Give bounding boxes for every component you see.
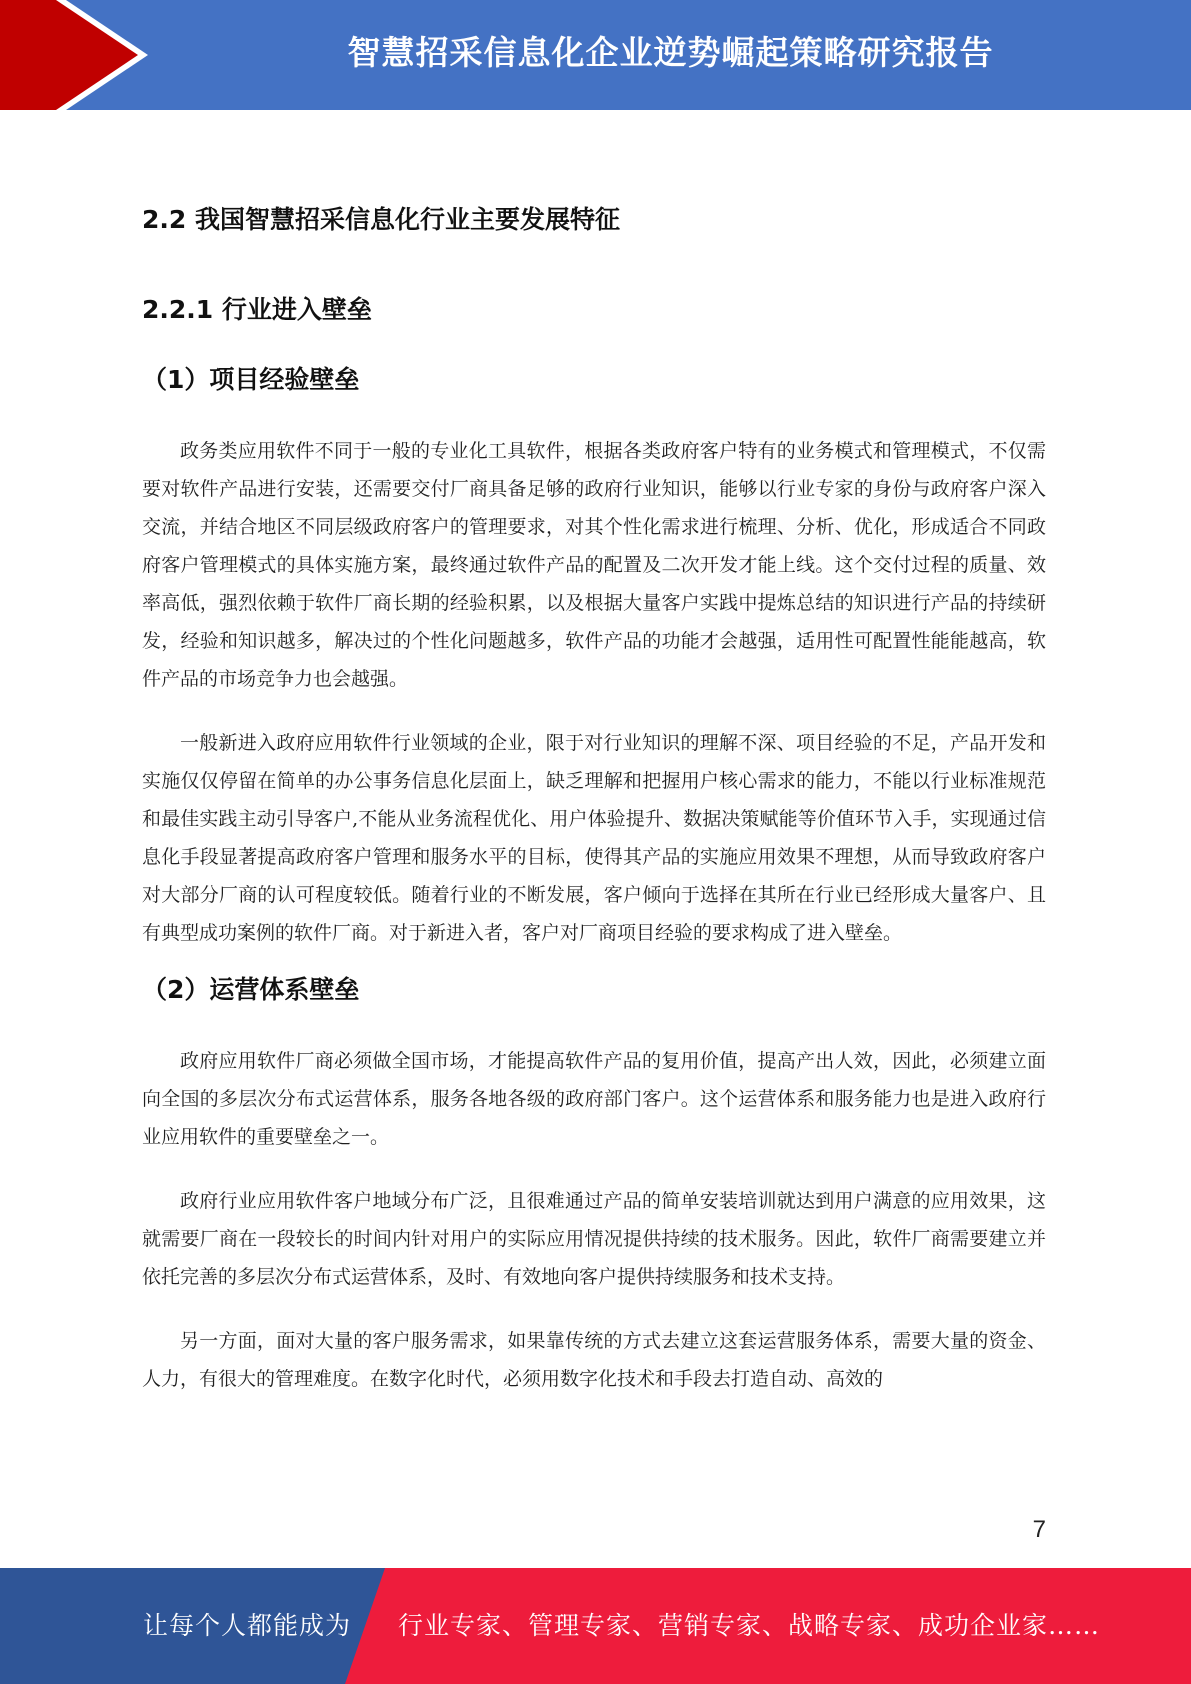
paragraph: 一般新进入政府应用软件行业领域的企业，限于对行业知识的理解不深、项目经验的不足，产品开发和实施仅仅停留在简单的办公事务信息化层面上，缺乏理解和把握用户核心需求的能力，不能以行业标准规范和最佳实践主动引导客户,不能从业务流程优化、用户体验提升、数据决策赋能等价值环节入手，实现通过信息化手段显著提高政府客户管理和服务水平的目标，使得其产品的实施应用效果不理想，从而导致政府客户对大部分厂商的认可程度较低。随着行业的不断发展，客户倾向于选择在其所在行业已经形成大量客户、且有典型成功案例的软件厂商。对于新进入者，客户对厂商项目经验的要求构成了进入壁垒。: [142, 732, 1046, 944]
paragraph: 政务类应用软件不同于一般的专业化工具软件，根据各类政府客户特有的业务模式和管理模式，不仅需要对软件产品进行安装，还需要交付厂商具备足够的政府行业知识，能够以行业专家的身份与政府客户深入交流，并结合地区不同层级政府客户的管理要求，对其个性化需求进行梳理、分析、优化，形成适合不同政府客户管理模式的具体实施方案，最终通过软件产品的配置及二次开发才能上线。这个交付过程的质量、效率高低，强烈依赖于软件厂商长期的经验积累，以及根据大量客户实践中提炼总结的知识进行产品的持续研发，经验和知识越多，解决过的个性化问题越多，软件产品的功能才会越强，适用性可配置性能能越高，软件产品的市场竞争力也会越强。: [142, 440, 1046, 690]
paragraph: 政府应用软件厂商必须做全国市场，才能提高软件产品的复用价值，提高产出人效，因此，必须建立面向全国的多层次分布式运营体系，服务各地各级的政府部门客户。这个运营体系和服务能力也是进入政府行业应用软件的重要壁垒之一。: [142, 1050, 1046, 1148]
paragraph: 政府行业应用软件客户地域分布广泛，且很难通过产品的简单安装培训就达到用户满意的应用效果，这就需要厂商在一段较长的时间内针对用户的实际应用情况提供持续的技术服务。因此，软件厂商需要建立并依托完善的多层次分布式运营体系，及时、有效地向客户提供持续服务和技术支持。: [142, 1190, 1046, 1288]
subsection-heading: 2.2.1 行业进入壁垒: [142, 295, 372, 324]
chevron-decoration-icon: [0, 0, 160, 110]
page-number: 7: [1032, 1516, 1046, 1543]
part-heading-operation-system: （2）运营体系壁垒: [142, 975, 360, 1004]
footer-slogan-left: 让每个人都能成为: [143, 1611, 352, 1640]
footer-slogan-right: 行业专家、管理专家、营销专家、战略专家、成功企业家……: [398, 1611, 1101, 1640]
page-header: [0, 0, 1191, 110]
part-heading-project-experience: （1）项目经验壁垒: [142, 365, 360, 394]
report-title: 智慧招采信息化企业逆势崛起策略研究报告: [347, 33, 994, 72]
section-heading: 2.2 我国智慧招采信息化行业主要发展特征: [142, 205, 620, 234]
main-content: [142, 190, 1046, 1398]
page-footer: [0, 1568, 1191, 1684]
paragraph: 另一方面，面对大量的客户服务需求，如果靠传统的方式去建立这套运营服务体系，需要大量的资金、人力，有很大的管理难度。在数字化时代，必须用数字化技术和手段去打造自动、高效的: [142, 1330, 1046, 1390]
